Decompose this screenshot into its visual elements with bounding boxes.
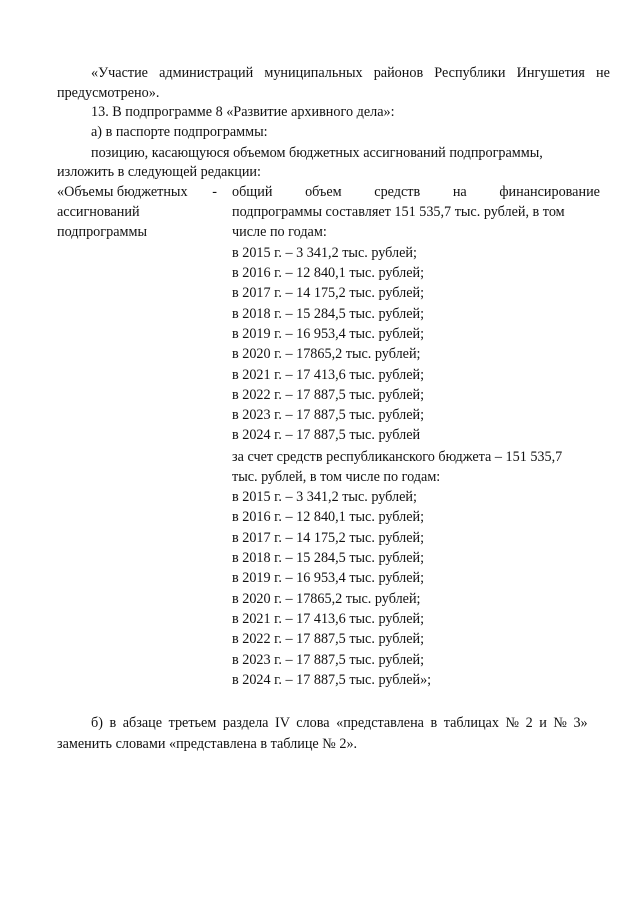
total-line-2: подпрограммы составляет 151 535,7 тыс. рублей, в том: [232, 204, 565, 220]
year-republic-line: в 2017 г. – 14 175,2 тыс. рублей;: [232, 530, 425, 546]
year-total-line: в 2021 г. – 17 413,6 тыс. рублей;: [232, 367, 425, 383]
intro-word: Ингушетия: [516, 65, 585, 81]
year-total-line: в 2019 г. – 16 953,4 тыс. рублей;: [232, 326, 425, 342]
year-republic-line: в 2019 г. – 16 953,4 тыс. рублей;: [232, 570, 425, 586]
year-total-line: в 2023 г. – 17 887,5 тыс. рублей;: [232, 407, 425, 423]
year-republic-line: в 2016 г. – 12 840,1 тыс. рублей;: [232, 509, 425, 525]
total-line-1: [232, 183, 600, 201]
year-total-line: в 2020 г. – 17865,2 тыс. рублей;: [232, 346, 421, 362]
position-line-2: изложить в следующей редакции:: [57, 164, 261, 180]
year-total-line: в 2015 г. – 3 341,2 тыс. рублей;: [232, 245, 417, 261]
item-b-line-2: заменить словами «представлена в таблице № 2».: [57, 736, 358, 752]
total-word: финансирование: [499, 184, 600, 200]
year-total-line: в 2017 г. – 14 175,2 тыс. рублей;: [232, 285, 425, 301]
intro-line-1: [91, 64, 610, 82]
year-total-line: в 2016 г. – 12 840,1 тыс. рублей;: [232, 265, 425, 281]
item-13: 13. В подпрограмме 8 «Развитие архивного дела»:: [91, 104, 395, 120]
total-word: объем: [305, 184, 342, 200]
total-word: общий: [232, 184, 273, 200]
intro-word: «Участие: [91, 65, 148, 81]
intro-word: Республики: [434, 65, 506, 81]
left-label-line-3: подпрограммы: [57, 224, 147, 240]
year-republic-line: в 2020 г. – 17865,2 тыс. рублей;: [232, 591, 421, 607]
intro-line-2: предусмотрено».: [57, 85, 160, 101]
intro-word: районов: [373, 65, 424, 81]
item-a: а) в паспорте подпрограммы:: [91, 124, 268, 140]
left-label-line-2: ассигнований: [57, 204, 140, 220]
intro-word: администраций: [159, 65, 254, 81]
year-republic-line: в 2023 г. – 17 887,5 тыс. рублей;: [232, 652, 425, 668]
year-republic-line: в 2024 г. – 17 887,5 тыс. рублей»;: [232, 672, 432, 688]
republic-line-2: тыс. рублей, в том числе по годам:: [232, 469, 441, 485]
year-republic-line: в 2022 г. – 17 887,5 тыс. рублей;: [232, 631, 425, 647]
intro-word: муниципальных: [264, 65, 363, 81]
year-republic-line: в 2021 г. – 17 413,6 тыс. рублей;: [232, 611, 425, 627]
intro-word: не: [596, 65, 610, 81]
left-label-word: «Объемы бюджетных: [57, 184, 188, 200]
year-total-line: в 2024 г. – 17 887,5 тыс. рублей: [232, 427, 421, 443]
item-b-line-1: б) в абзаце третьем раздела IV слова «представлена в таблицах № 2 и № 3»: [91, 715, 588, 731]
year-total-line: в 2022 г. – 17 887,5 тыс. рублей;: [232, 387, 425, 403]
year-republic-line: в 2018 г. – 15 284,5 тыс. рублей;: [232, 550, 425, 566]
year-republic-line: в 2015 г. – 3 341,2 тыс. рублей;: [232, 489, 417, 505]
year-total-line: в 2018 г. – 15 284,5 тыс. рублей;: [232, 306, 425, 322]
left-label-dash: -: [212, 184, 217, 200]
republic-line-1: за счет средств республиканского бюджета – 151 535,7: [232, 449, 563, 465]
total-word: средств: [374, 184, 421, 200]
total-line-3: числе по годам:: [232, 224, 327, 240]
position-line-1: позицию, касающуюся объемом бюджетных ассигнований подпрограммы,: [91, 145, 543, 161]
total-word: на: [452, 184, 467, 200]
left-label-line-1: [57, 183, 217, 201]
